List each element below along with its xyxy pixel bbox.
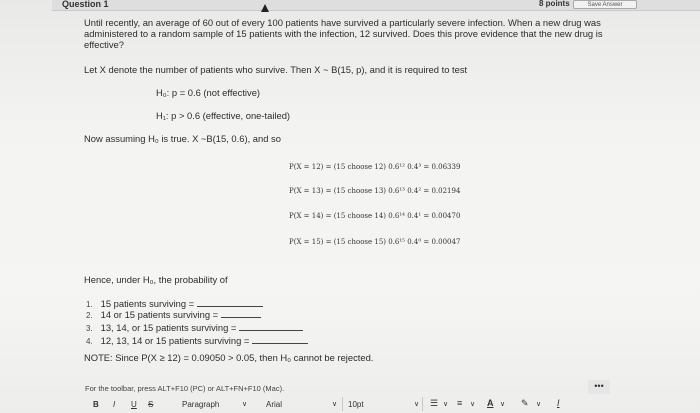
points-label: 8 points	[539, 0, 570, 8]
strikethrough-button[interactable]: S	[148, 400, 154, 409]
formula-x12: P(X = 12) = (15 choose 12) 0.6¹² 0.4³ = 0.06339	[289, 163, 461, 171]
save-answer-button[interactable]: Save Answer	[573, 0, 637, 9]
hence-text: Hence, under H₀, the probability of	[84, 274, 228, 285]
list-number: 3.	[86, 324, 93, 333]
list-number: 4.	[86, 337, 93, 346]
italic-button[interactable]: I	[113, 400, 116, 409]
toolbar-divider	[342, 397, 343, 411]
answer-blank-3[interactable]	[239, 323, 303, 331]
list-item-label: 12, 13, 14 or 15 patients surviving =	[100, 335, 250, 346]
editor-toolbar	[76, 395, 616, 413]
bullet-list-icon[interactable]: ☰	[430, 398, 439, 408]
assumption-text: Now assuming H₀ is true. X ~B(15, 0.6), and so	[84, 133, 281, 144]
list-item	[86, 322, 303, 335]
answer-blank-4[interactable]	[252, 336, 308, 344]
list-item-label: 15 patients surviving =	[100, 298, 195, 309]
font-select[interactable]: Arial	[266, 400, 283, 409]
list-item-label: 13, 14, or 15 patients surviving =	[100, 322, 237, 333]
toolbar-hint: For the toolbar, press ALT+F10 (PC) or ALT+FN+F10 (Mac).	[85, 384, 285, 393]
list-number: 2.	[86, 311, 93, 320]
formula-x13: P(X = 13) = (15 choose 13) 0.6¹³ 0.4² = 0.02194	[289, 187, 461, 195]
intro-line-3: effective?	[84, 39, 124, 50]
question-title: Question 1	[62, 0, 109, 9]
formula-x15: P(X = 15) = (15 choose 15) 0.6¹⁵ 0.4⁰ = 0.00047	[289, 238, 461, 246]
note-text: NOTE: Since P(X ≥ 12) = 0.09050 > 0.05, then H₀ cannot be rejected.	[84, 352, 374, 363]
bold-button[interactable]: B	[93, 400, 99, 409]
more-options-button[interactable]: •••	[588, 380, 610, 394]
toolbar-divider	[422, 397, 423, 411]
intro-line-1: Until recently, an average of 60 out of every 100 patients have survived a particularly severe infection. When a new drug was	[84, 17, 601, 28]
underline-button[interactable]: U	[131, 400, 137, 409]
clear-format-icon[interactable]: I	[557, 398, 560, 408]
chevron-down-icon[interactable]: ∨	[470, 401, 476, 408]
answer-blank-2[interactable]	[221, 310, 261, 318]
font-size-select[interactable]: 10pt	[348, 400, 364, 409]
setup-text: Let X denote the number of patients who survive. Then X ~ B(15, p), and it is required to test	[84, 64, 468, 75]
highlighter-icon[interactable]: ✎	[521, 398, 529, 408]
answer-blank-1[interactable]	[197, 299, 263, 307]
chevron-down-icon[interactable]: ∨	[443, 401, 449, 408]
chevron-down-icon[interactable]: ∨	[500, 401, 506, 408]
list-item	[86, 309, 261, 322]
list-number: 1.	[86, 300, 93, 309]
null-hypothesis: H₀: p = 0.6 (not effective)	[156, 87, 261, 98]
chevron-down-icon[interactable]: ∨	[414, 401, 420, 408]
list-item-label: 14 or 15 patients surviving =	[100, 309, 219, 320]
formula-x14: P(X = 14) = (15 choose 14) 0.6¹⁴ 0.4¹ = 0.00470	[289, 212, 461, 220]
chevron-down-icon[interactable]: ∨	[242, 401, 248, 408]
text-color-icon[interactable]: A	[487, 398, 494, 408]
chevron-down-icon[interactable]: ∨	[536, 401, 542, 408]
paragraph-select[interactable]: Paragraph	[182, 400, 220, 409]
mouse-cursor-icon	[261, 4, 269, 12]
chevron-down-icon[interactable]: ∨	[332, 401, 338, 408]
question-header	[52, 0, 700, 11]
numbered-list-icon[interactable]: ≡	[457, 398, 463, 408]
intro-line-2: administered to a random sample of 15 patients with the infection, 12 survived. Does this prove evidence that the new drug is	[84, 28, 603, 39]
list-item	[86, 335, 308, 348]
alt-hypothesis: H₁: p > 0.6 (effective, one-tailed)	[156, 110, 291, 121]
